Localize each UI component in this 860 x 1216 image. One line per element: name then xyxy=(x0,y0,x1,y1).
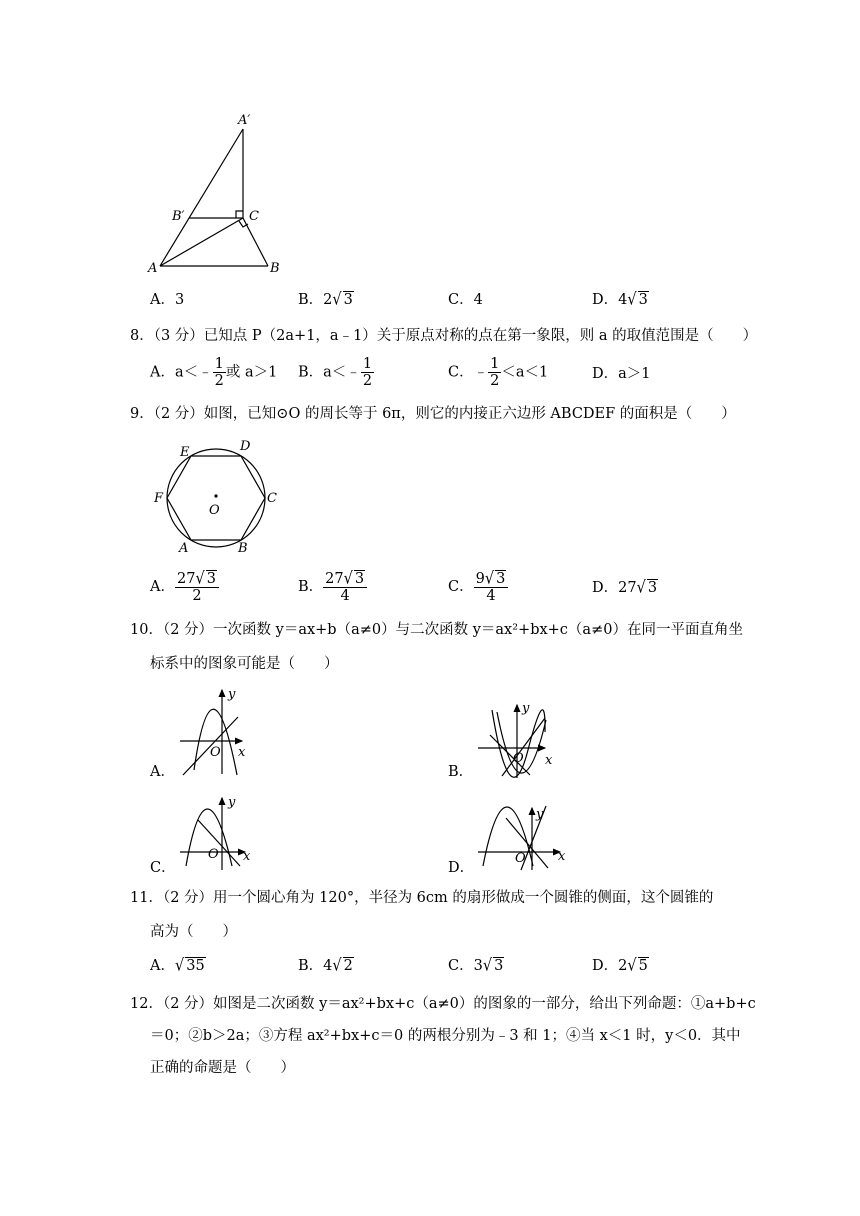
q9-label-a: A xyxy=(179,541,189,556)
q10d-y-label: y xyxy=(536,807,544,822)
q7-label-c: C xyxy=(249,209,259,224)
q9-option-a: A． $\frac{27√ 3}{2}$ xyxy=(150,570,219,604)
q10c-origin: O xyxy=(208,847,219,862)
q11-option-c: C．3√ 3 xyxy=(448,956,504,976)
q7-label-b-prime: B′ xyxy=(172,209,185,224)
q11-option-d: D．2√ 5 xyxy=(592,956,648,976)
q9-stem: 9．（2 分）如图，已知⊙O 的周长等于 6π，则它的内接正六边形 ABCDEF 的面积是（ ） xyxy=(130,406,736,422)
q10a-origin: O xyxy=(210,745,221,760)
q12-stem-line3: 正确的命题是（ ） xyxy=(150,1060,295,1076)
q12-stem-line1: 12．（2 分）如图是二次函数 y＝ax²+bx+c（a≠0）的图象的一部分，给出下列命题：①a+b+c xyxy=(130,996,756,1012)
q8-option-b: B．a＜﹣ $\frac{1}{2}$ xyxy=(298,356,373,389)
q10d-origin: O xyxy=(515,851,526,866)
q9-label-f: F xyxy=(154,491,164,506)
q10d-x-label: x xyxy=(558,849,566,864)
q10c-x-label: x xyxy=(243,849,251,864)
q11-option-a: A．√ 35 xyxy=(150,956,205,976)
q10b-y-label: y xyxy=(522,701,530,716)
q7-option-d: D．4√ 3 xyxy=(592,290,648,310)
q10b-x-label: x xyxy=(545,753,553,768)
q7-option-a: A．3 xyxy=(150,292,185,308)
q10a-x-label: x xyxy=(238,745,246,760)
q9-label-o: O xyxy=(209,503,220,518)
q9-option-c: C． $\frac{9√ 3}{4}$ xyxy=(448,570,508,604)
q11-option-b: B．4√ 2 xyxy=(298,956,353,976)
q9-label-d: D xyxy=(240,439,251,454)
q12-stem-line2: ＝0；②b＞2a；③方程 ax²+bx+c＝0 的两根分别为﹣3 和 1；④当 x＜1 时，y＜0．其中 xyxy=(150,1028,741,1044)
q11-stem-line1: 11．（2 分）用一个圆心角为 120°，半径为 6cm 的扇形做成一个圆锥的侧面，这个圆锥的 xyxy=(130,890,714,906)
q7-option-b: B．2√ 3 xyxy=(298,290,353,310)
q8-option-c: C．﹣ $\frac{1}{2}$ ＜a＜1 xyxy=(448,356,549,389)
q10-option-a: A． xyxy=(150,764,175,780)
q8-option-d: D．a＞1 xyxy=(592,366,651,382)
q11-stem-line2: 高为（ ） xyxy=(150,924,237,940)
q10-option-d: D． xyxy=(448,860,475,876)
q9-option-b: B． $\frac{27√ 3}{4}$ xyxy=(298,570,367,604)
q10-stem-line2: 标系中的图象可能是（ ） xyxy=(150,656,339,672)
q9-label-e: E xyxy=(180,445,190,460)
q9-label-c: C xyxy=(267,491,277,506)
q10a-y-label: y xyxy=(228,687,236,702)
q9-label-b: B xyxy=(238,541,248,556)
q7-label-a: A xyxy=(148,261,158,276)
q9-option-d: D．27√ 3 xyxy=(592,578,658,598)
q7-label-a-prime: A′ xyxy=(238,113,251,128)
q10c-y-label: y xyxy=(228,795,236,810)
q7-option-c: C．4 xyxy=(448,292,483,308)
q8-option-a: A．a＜﹣ $\frac{1}{2}$ 或 a＞1 xyxy=(150,356,278,389)
q7-label-b: B xyxy=(270,261,280,276)
q10-option-c: C． xyxy=(150,860,176,876)
q10-stem-line1: 10．（2 分）一次函数 y＝ax+b（a≠0）与二次函数 y＝ax²+bx+c（a≠0）在同一平面直角坐 xyxy=(130,622,743,638)
q10b-origin: O xyxy=(513,751,524,766)
q8-stem: 8．（3 分）已知点 P（2a+1，a﹣1）关于原点对称的点在第一象限，则 a 的取值范围是（ ） xyxy=(130,328,758,344)
q10-option-b: B． xyxy=(448,764,474,780)
